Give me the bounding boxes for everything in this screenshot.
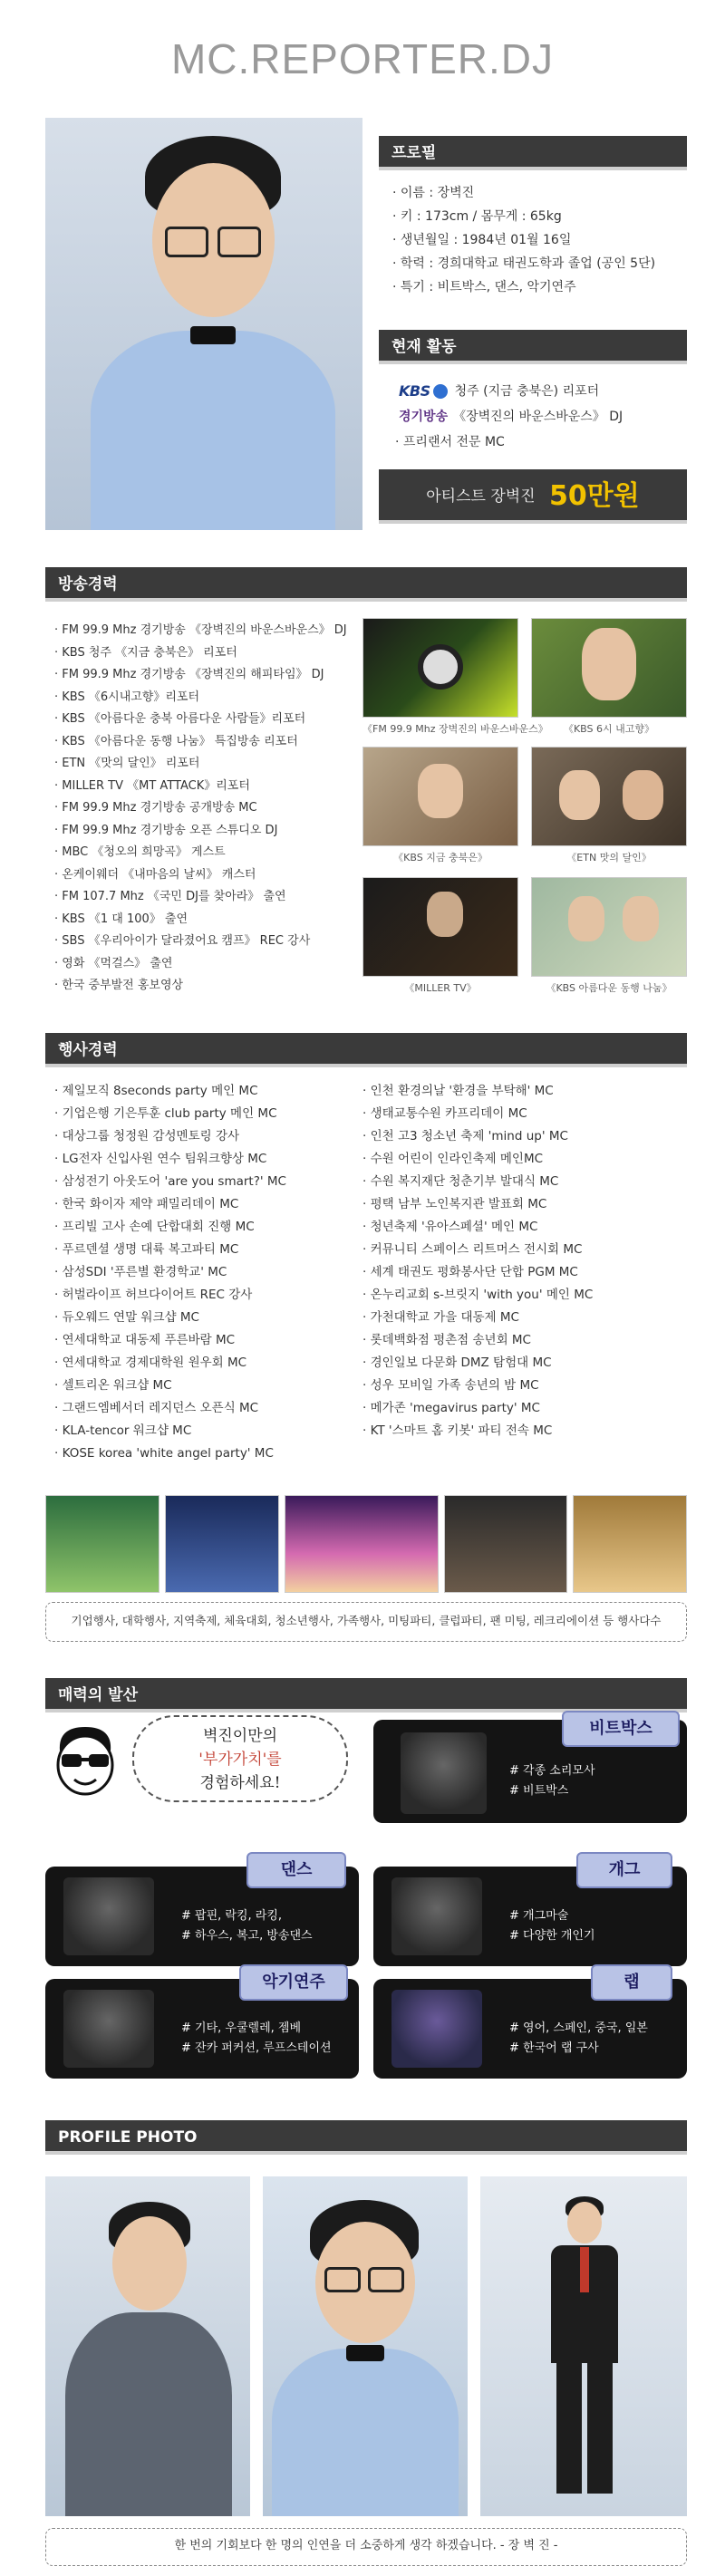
event-item: · 수원 어린이 인라인축제 메인MC [362,1152,544,1166]
broadcast-thumb-bounce [362,618,518,718]
charm-bubble: 벽진이만의 '부가가치'를 경험하세요! [132,1715,348,1802]
profile-photo-3 [480,2176,687,2516]
current-heading: 현재 활동 [379,330,687,364]
event-item: · 허벌라이프 허브다이어트 REC 강사 [54,1288,253,1302]
event-item: · 성우 모비일 가족 송년의 밤 MC [362,1378,539,1393]
event-item: · KLA-tencor 워크샵 MC [54,1423,192,1438]
event-item: · 메가존 'megavirus party' MC [362,1401,540,1415]
charm-card-items: # 각종 소리모사 # 비트박스 [509,1761,595,1801]
current-item: 《장벽진의 바운스바운스》 DJ [453,410,624,424]
broadcast-item: · 온케이웨더 《내마음의 날씨》 캐스터 [54,867,256,882]
charm-photo [392,1877,482,1955]
profile-footer-quote: 한 번의 기회보다 한 명의 인연을 더 소중하게 생각 하겠습니다. - 장 벽 진 - [45,2528,687,2566]
charm-card-items: # 개그마술 # 다양한 개인기 [509,1906,595,1946]
event-item: · 인천 고3 청소년 축제 'mind up' MC [362,1129,568,1143]
broadcast-item: · FM 99.9 Mhz 경기방송 《장벽진의 해피타임》 DJ [54,668,324,681]
profile-heading: 프로필 [379,136,687,170]
broadcast-item: · 한국 중부발전 홍보영상 [54,979,184,992]
charm-photo [392,1990,482,2068]
broadcast-thumb-6pm [531,618,687,718]
broadcast-item: · KBS 《아름다운 동행 나눔》 특집방송 리포터 [54,734,298,748]
event-item: · 프리빌 고사 손예 단합대회 진행 MC [54,1220,255,1234]
event-item: · 제일모직 8seconds party 메인 MC [54,1084,258,1098]
current-gg-row [399,404,623,428]
broadcast-thumb-chungbuk [362,747,518,846]
event-item: · 롯데백화점 평촌점 송년회 MC [362,1333,531,1347]
charm-heading: 매력의 발산 [45,1678,687,1713]
event-item: · 청년축제 '유아스페셜' 메인 MC [362,1220,538,1234]
broadcast-item: · KBS 《아름다운 충북 아름다운 사람들》리포터 [54,712,306,726]
profile-item: · 생년월일 : 1984년 01월 16일 [392,233,572,247]
event-item: · 삼성전기 아웃도어 'are you smart?' MC [54,1174,286,1189]
charm-photo [63,1990,154,2068]
event-photo [573,1495,687,1593]
charm-tag-dance: 댄스 [246,1852,346,1888]
event-item: · 연세대학교 대동제 푸른바람 MC [54,1333,236,1347]
event-item: · 생태교통수원 카프리데이 MC [362,1106,527,1121]
current-kbs-row [399,379,599,402]
mascot-sunglasses-icon [49,1723,121,1801]
current-freelance-row [395,429,505,453]
event-photo [165,1495,279,1593]
profile-photo-1 [45,2176,250,2516]
broadcast-item: · KBS 청주 《지금 충북은》 리포터 [54,645,237,660]
event-item: · 연세대학교 경제대학원 원우회 MC [54,1356,247,1370]
broadcast-item: · ETN 《맛의 달인》 리포터 [54,757,200,770]
event-item: · 온누리교회 s-브릿지 'with you' 메인 MC [362,1288,594,1302]
event-item: · 경인일보 다문화 DMZ 탐험대 MC [362,1356,552,1370]
broadcast-item: · FM 99.9 Mhz 경기방송 공개방송 MC [54,801,257,815]
event-item: · 한국 화이자 제약 패밀리데이 MC [54,1197,239,1211]
charm-tag-instrument: 악기연주 [239,1964,348,2001]
event-item: · 수원 복지재단 청춘기부 발대식 MC [362,1174,559,1189]
thumb-caption: 《KBS 지금 충북은》 [393,852,488,863]
thumb-caption: 《ETN 맛의 달인》 [566,852,652,863]
broadcast-list [54,620,347,998]
event-item: · KT '스마트 홈 키봇' 파티 전속 MC [362,1423,553,1438]
broadcast-thumb-etn [531,747,687,846]
gyeonggi-broadcast-logo: 경기방송 [399,410,449,424]
price-label: 아티스트 장벽진 [426,487,536,506]
broadcast-item: · MBC 《청오의 희망곡》 게스트 [54,845,226,859]
event-photo [45,1495,160,1593]
broadcast-item: · FM 99.9 Mhz 경기방송 오픈 스튜디오 DJ [54,823,278,837]
profile-item: · 키 : 173cm / 몸무게 : 65kg [392,209,562,224]
event-item: · 푸르덴셜 생명 대륙 복고파티 MC [54,1242,239,1257]
kbs-logo: KBS [399,382,448,400]
event-item: · 대상그룹 청정원 감성멘토링 강사 [54,1129,240,1143]
charm-photo [63,1877,154,1955]
event-item: · 셀트리온 워크샵 MC [54,1378,172,1393]
event-item: · 세계 태권도 평화봉사단 단합 PGM MC [362,1265,578,1279]
profile-photo-heading: PROFILE PHOTO [45,2120,687,2155]
charm-card-items: # 영어, 스페인, 중국, 일본 # 한국어 랩 구사 [509,2019,648,2059]
charm-card-items: # 팝핀, 락킹, 라킹, # 하우스, 복고, 방송댄스 [181,1906,313,1946]
charm-photo [401,1732,487,1814]
current-item: 청주 (지금 충북은) 리포터 [454,384,600,399]
broadcast-item: · SBS 《우리아이가 달라졌어요 캠프》 REC 강사 [54,934,311,948]
profile-item: · 학력 : 경희대학교 태권도학과 졸업 (공인 5단) [392,256,656,271]
broadcast-thumb-miller [362,877,518,977]
event-item: · 듀오웨드 연말 워크샵 MC [54,1310,199,1325]
event-item: · 가천대학교 가을 대동제 MC [362,1310,519,1325]
event-item: · LG전자 신입사원 연수 팀워크향상 MC [54,1152,267,1166]
profile-item: · 이름 : 장벽진 [392,186,475,200]
charm-tag-beatbox: 비트박스 [562,1711,680,1747]
broadcast-item: · FM 99.9 Mhz 경기방송 《장벽진의 바운스바운스》 DJ [54,623,347,637]
page-title: MC.REPORTER.DJ [170,35,555,82]
price-value: 50만원 [549,480,640,512]
profile-photo-2 [263,2176,468,2516]
event-item: · 기업은행 기은투훈 club party 메인 MC [54,1106,277,1121]
price-box [379,469,687,524]
broadcast-item: · MILLER TV 《MT ATTACK》리포터 [54,778,250,793]
event-item: · 커뮤니티 스페이스 리트머스 전시회 MC [362,1242,583,1257]
broadcast-thumb-sharing [531,877,687,977]
broadcast-heading: 방송경력 [45,567,687,602]
event-photo [285,1495,439,1593]
event-item: · KOSE korea 'white angel party' MC [54,1446,274,1461]
event-item: · 평택 남부 노인복지관 발표회 MC [362,1197,547,1211]
broadcast-item: · 영화 《먹걸스》 출연 [54,956,173,970]
events-heading: 행사경력 [45,1033,687,1067]
broadcast-item: · KBS 《1 대 100》 출연 [54,912,188,926]
events-summary: 기업행사, 대학행사, 지역축제, 체육대회, 청소년행사, 가족행사, 미팅파티, 클럽파티, 팬 미팅, 레크리에이션 등 행사다수 [45,1602,687,1642]
thumb-caption: 《MILLER TV》 [404,982,477,994]
current-item: · 프리랜서 전문 MC [395,435,505,449]
hero-photo [45,118,362,530]
event-item: · 인천 환경의날 '환경을 부탁해' MC [362,1084,554,1098]
charm-tag-gag: 개그 [576,1852,672,1888]
thumb-caption: 《KBS 6시 내고향》 [563,723,655,735]
charm-card-items: # 기타, 우쿨렐레, 젬베 # 잔카 퍼커션, 루프스테이션 [181,2019,332,2059]
event-photo [444,1495,567,1593]
profile-list [392,181,655,299]
events-left-list [54,1080,286,1465]
event-item: · 그랜드엠베서더 레지던스 오픈식 MC [54,1401,259,1415]
broadcast-item: · KBS 《6시내고향》리포터 [54,690,200,704]
event-item: · 삼성SDI '푸른별 환경학교' MC [54,1265,227,1279]
thumb-caption: 《FM 99.9 Mhz 장벽진의 바운스바운스》 [362,723,548,735]
broadcast-item: · FM 107.7 Mhz 《국민 DJ를 찾아라》 출연 [54,890,286,903]
charm-tag-rap: 랩 [591,1964,672,2001]
events-right-list [362,1080,593,1442]
profile-item: · 특기 : 비트박스, 댄스, 악기연주 [392,280,576,294]
thumb-caption: 《KBS 아름다운 동행 나눔》 [546,982,672,994]
